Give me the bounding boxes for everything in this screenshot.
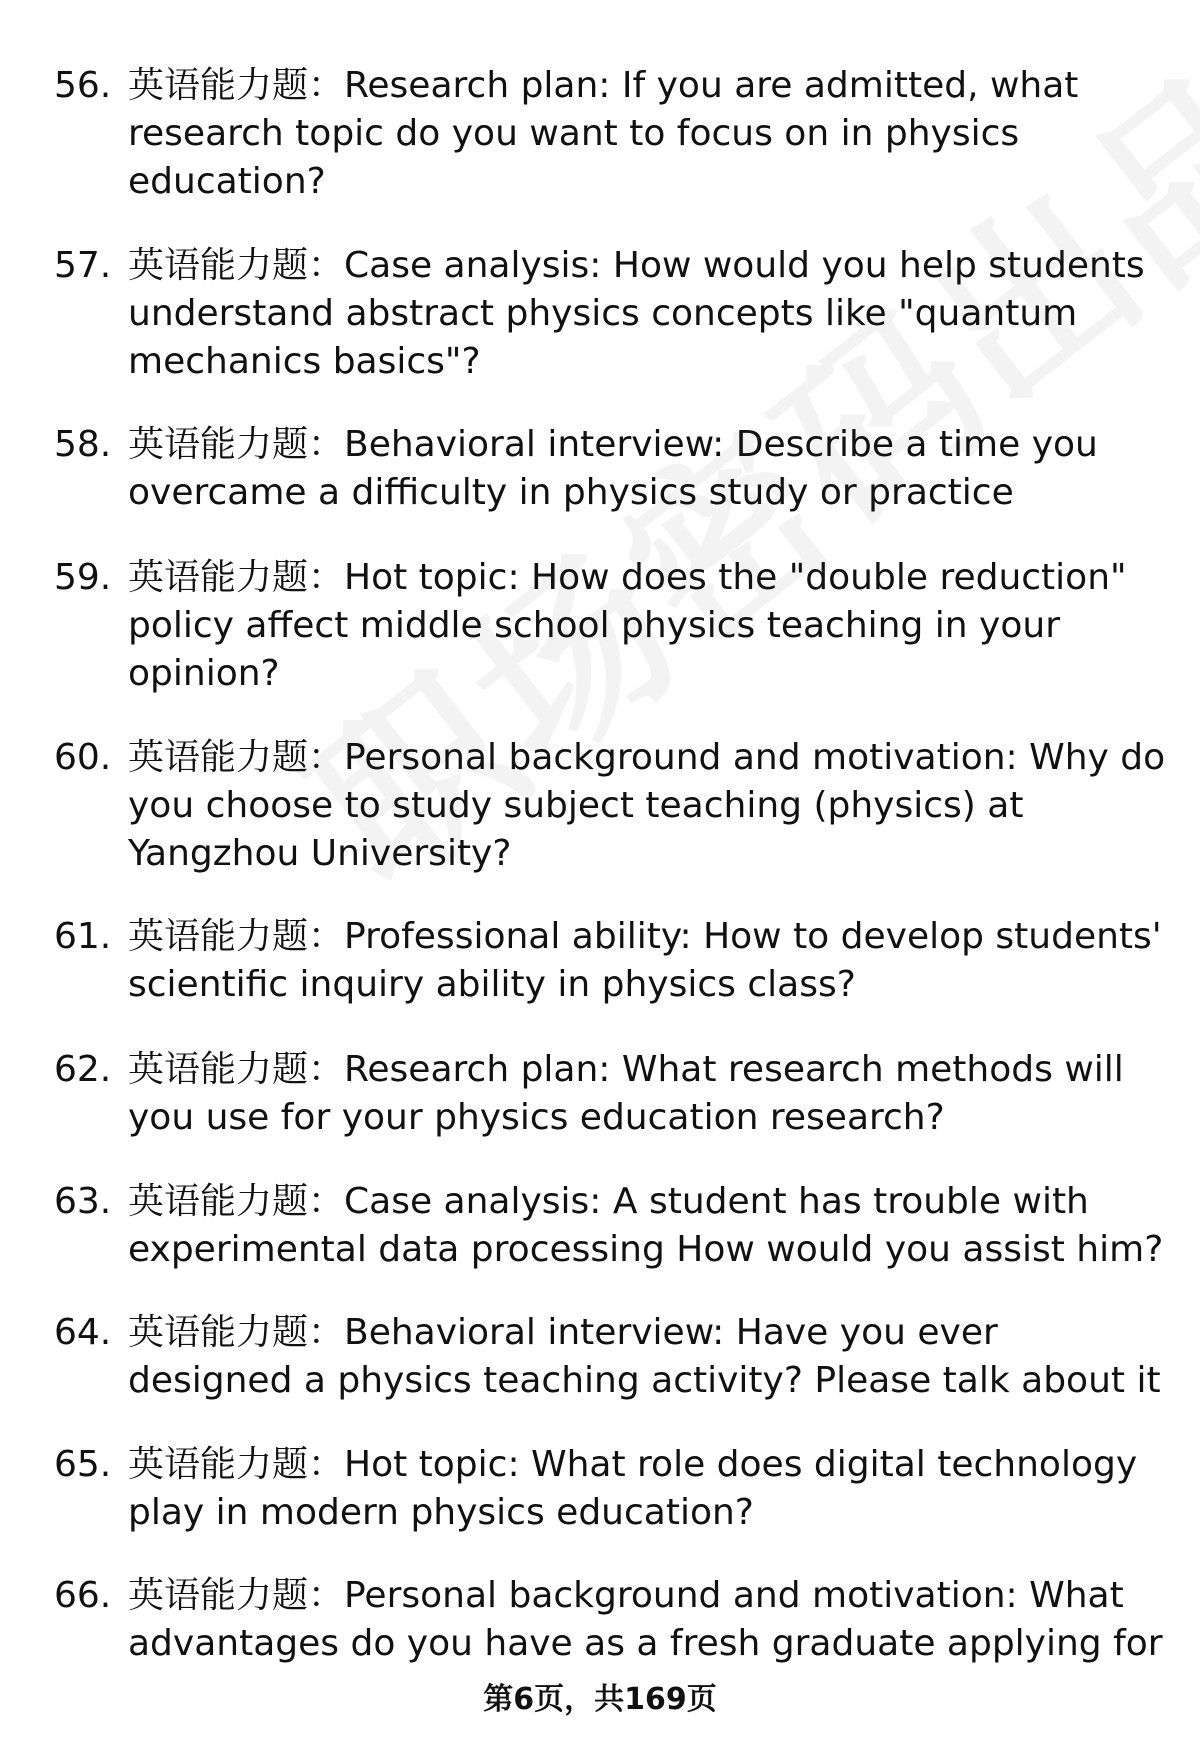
question-text: 英语能力题：Hot topic: How does the "double reduction" policy affect middle school physics teaching in your opinion? xyxy=(128,557,1127,694)
question-number: 61. xyxy=(54,916,112,957)
question-number: 62. xyxy=(54,1049,112,1090)
question-text: 英语能力题：Behavioral interview: Have you ever designed a physics teaching activity? Please talk about it xyxy=(128,1312,1161,1401)
question-text: 英语能力题：Case analysis: A student has trouble with experimental data processing How would you assist him? xyxy=(128,1181,1164,1270)
question-number: 56. xyxy=(54,65,112,106)
question-text: 英语能力题：Personal background and motivation: Why do you choose to study subject teaching (physics) at Yangzhou University? xyxy=(128,737,1166,874)
question-number: 58. xyxy=(54,424,112,465)
question-number: 59. xyxy=(54,557,112,598)
question-number: 60. xyxy=(54,737,112,778)
question-number: 65. xyxy=(54,1444,112,1485)
question-text: 英语能力题：Professional ability: How to develop students' scientific inquiry ability in physics class? xyxy=(128,916,1162,1005)
question-text: 英语能力题：Research plan: If you are admitted, what research topic do you want to focus on in physics education? xyxy=(128,65,1079,202)
question-text: 英语能力题：Research plan: What research methods will you use for your physics education research? xyxy=(128,1049,1124,1138)
question-text: 英语能力题：Case analysis: How would you help students understand abstract physics concepts like "quantum mechanics basics"? xyxy=(128,245,1145,382)
page-footer: 第6页，共169页 xyxy=(483,1682,717,1717)
question-number: 64. xyxy=(54,1312,112,1353)
question-text: 英语能力题：Hot topic: What role does digital technology play in modern physics education? xyxy=(128,1444,1138,1533)
question-number: 66. xyxy=(54,1575,112,1616)
question-number: 63. xyxy=(54,1181,112,1222)
question-text: 英语能力题：Behavioral interview: Describe a time you overcame a difficulty in physics study or practice xyxy=(128,424,1098,513)
question-number: 57. xyxy=(54,245,112,286)
question-text: 英语能力题：Personal background and motivation: What advantages do you have as a fresh graduate applying for xyxy=(128,1575,1163,1664)
